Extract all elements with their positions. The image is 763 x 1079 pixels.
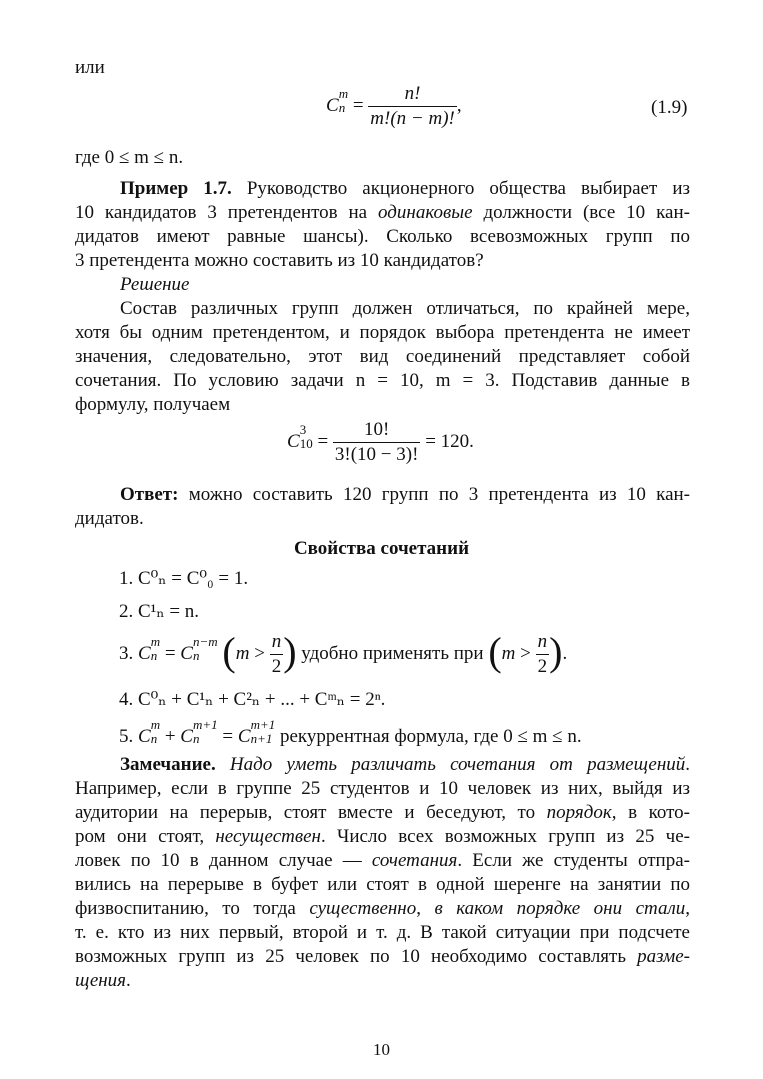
solution-line-2: хотя бы одним претендентом, и порядок выбора претендента не имеет <box>75 322 690 343</box>
property-1: 1. C⁰ₙ = C⁰₀ = 1. <box>119 568 249 589</box>
formula-1-9: C m n = $\frac{n!}{m!(n - m)!}$ , <box>326 83 462 129</box>
remark-line-10: щения. <box>75 970 131 991</box>
solution-heading: Решение <box>120 274 190 295</box>
example-line-4: 3 претендента можно составить из 10 кандидатов? <box>75 250 484 271</box>
remark-line-1: Замечание. Надо уметь различать сочетания от размещений. <box>120 754 690 775</box>
property-2: 2. C¹ₙ = n. <box>119 601 200 622</box>
property-4: 4. C⁰ₙ + C¹ₙ + C²ₙ + ... + Cᵐₙ = 2ⁿ. <box>119 689 386 710</box>
solution-line-3: значения, следовательно, этот вид соединений представляет собой <box>75 346 690 367</box>
remark-line-4: ром они стоят, несуществен. Число всех возможных групп из 25 че- <box>75 826 690 847</box>
properties-heading: Свойства сочетаний <box>293 538 470 559</box>
remark-line-8: т. е. кто из них первый, второй и т. д. В такой ситуации при подсчете <box>75 922 690 943</box>
example-line-3: дидатов имеют равные шансы). Сколько всевозможных групп по <box>75 226 690 247</box>
remark-line-9: возможных групп из 25 человек по 10 необходимо составлять разме- <box>75 946 690 967</box>
property-5: 5. C m n + C m+1 n = C m+1 n+1 рекуррентная формула, где 0 ≤ m ≤ n. <box>119 717 582 747</box>
solution-formula: C 3 10 = $\frac{10!}{3!(10 - 3)!}$ = 120. <box>287 419 474 465</box>
page-number: 10 <box>373 1040 390 1059</box>
remark-line-3: аудитории на перерыв, стоят вместе и беседуют, то порядок, в кото- <box>75 802 690 823</box>
answer-line-1: Ответ: можно составить 120 групп по 3 претендента из 10 кан- <box>120 484 690 505</box>
remark-line-2: Например, если в группе 25 студентов и 10 человек из них, выйдя из <box>75 778 690 799</box>
remark-line-7: физвоспитанию, то тогда существенно, в каком порядке они стали, <box>75 898 690 919</box>
solution-line-5: формулу, получаем <box>75 394 231 415</box>
solution-line-4: сочетания. По условию задачи n = 10, m = 3. Подставив данные в <box>75 370 690 391</box>
answer-line-2: дидатов. <box>75 508 144 529</box>
remark-line-6: вились на перерыве в буфет или стоят в одной шеренге на занятии по <box>75 874 690 895</box>
example-line-2: 10 кандидатов 3 претендентов на одинаковые должности (все 10 кан- <box>75 202 690 223</box>
equation-number: (1.9) <box>651 97 688 118</box>
where-clause: где 0 ≤ m ≤ n. <box>75 147 184 168</box>
example-line-1: Пример 1.7. Руководство акционерного общества выбирает из <box>120 178 690 199</box>
intro-word: или <box>75 57 105 78</box>
property-3: 3. C m n = C n−m n (m > $\frac{n}{2}$ ) удобно применять при (m > $\frac{n}{2}$ ). <box>119 628 568 677</box>
remark-line-5: ловек по 10 в данном случае — сочетания. Если же студенты отпра- <box>75 850 690 871</box>
solution-line-1: Состав различных групп должен отличаться, по крайней мере, <box>120 298 690 319</box>
